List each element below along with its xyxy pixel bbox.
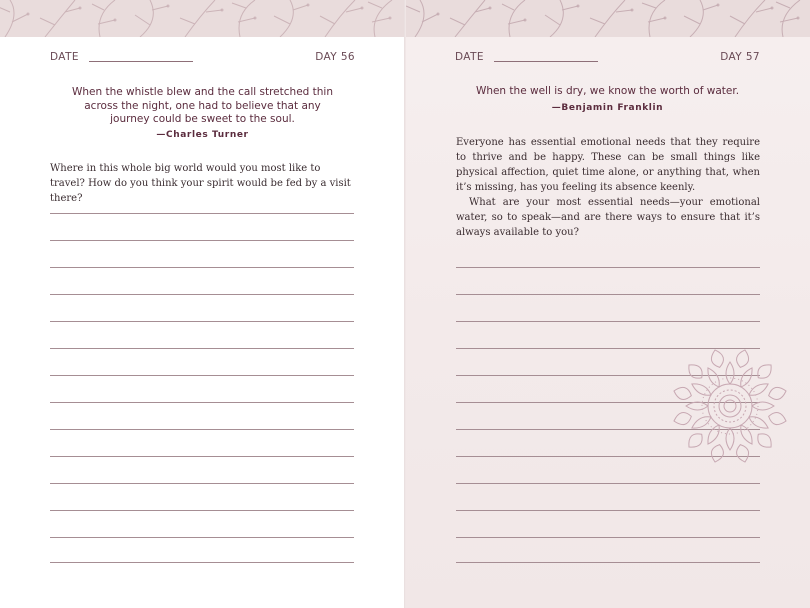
left-quote-author: —Charles Turner (156, 130, 249, 140)
right-prompt-paragraph-1: Everyone has essential emotional needs that they require to thrive and be happy. These can be small things like physical affection, quiet time alone, or anything that, when it’s missing, has you feeling its absence keenly. (456, 137, 760, 193)
left-page-header (50, 50, 355, 64)
right-prompt-paragraph-2: What are your most essential needs—your emotional water, so to speak—and are there ways to ensure that it’s always available to you? (456, 197, 760, 238)
day-number: DAY 57 (720, 51, 760, 63)
writing-line[interactable] (50, 537, 354, 538)
date-label: DATE (50, 51, 79, 63)
writing-line[interactable] (456, 267, 760, 268)
day-number: DAY 56 (315, 51, 355, 63)
writing-line[interactable] (50, 510, 354, 511)
left-floral-banner (0, 0, 405, 37)
writing-line[interactable] (50, 348, 354, 349)
right-quote: When the well is dry, we know the worth of water. (475, 85, 740, 97)
left-quote: When the whistle blew and the call stretched thin across the night, one had to believe that any journey could be sweet to the soul. (71, 86, 333, 125)
date-entry-line[interactable] (89, 52, 193, 62)
writing-line[interactable] (50, 240, 354, 241)
right-page-header (455, 50, 760, 64)
left-prompt-text: Where in this whole big world would you most like to travel? How do you think your spirit would be fed by a visit there? (50, 163, 351, 204)
writing-line[interactable] (50, 402, 354, 403)
mandala-icon (672, 345, 788, 467)
date-label: DATE (455, 51, 484, 63)
writing-line[interactable] (456, 483, 760, 484)
writing-line[interactable] (50, 483, 354, 484)
left-journal-prompt (50, 161, 355, 206)
floral-pattern-icon (405, 0, 810, 37)
writing-line[interactable] (50, 456, 354, 457)
writing-line[interactable] (456, 537, 760, 538)
writing-line[interactable] (50, 213, 354, 214)
writing-line[interactable] (456, 562, 760, 563)
writing-line[interactable] (50, 294, 354, 295)
right-journal-prompt (456, 135, 760, 240)
writing-line[interactable] (50, 375, 354, 376)
right-floral-banner (405, 0, 810, 37)
writing-line[interactable] (456, 294, 760, 295)
writing-line[interactable] (50, 321, 354, 322)
right-quote-author: —Benjamin Franklin (551, 103, 664, 113)
writing-line[interactable] (50, 267, 354, 268)
writing-line[interactable] (456, 321, 760, 322)
book-spine (404, 0, 406, 608)
writing-line[interactable] (50, 429, 354, 430)
right-page (405, 0, 810, 608)
date-entry-line[interactable] (494, 52, 598, 62)
floral-pattern-icon (0, 0, 405, 37)
writing-line[interactable] (456, 510, 760, 511)
writing-line[interactable] (50, 562, 354, 563)
